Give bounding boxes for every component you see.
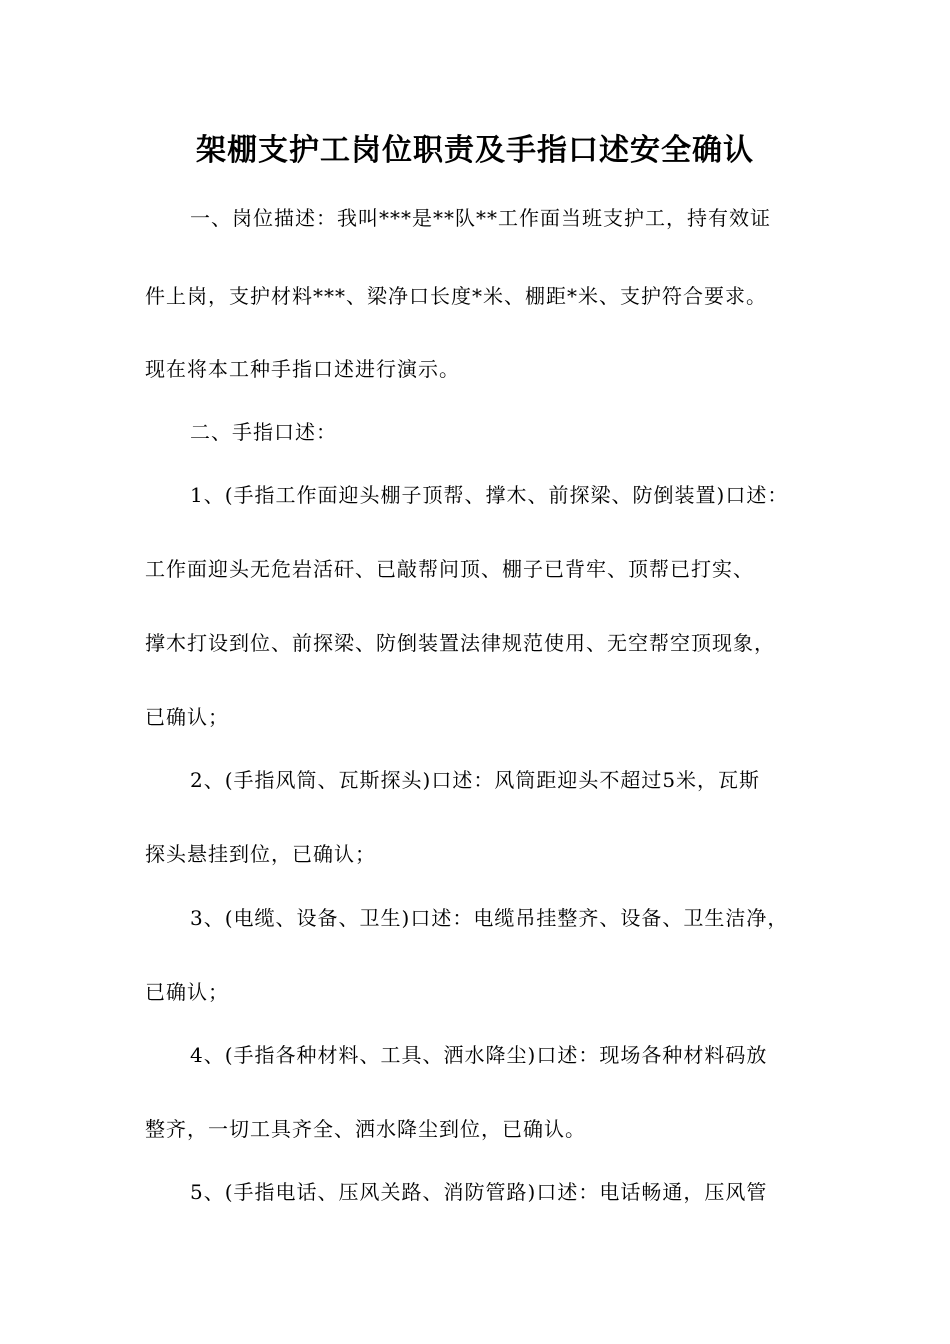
document-title: 架棚支护工岗位职责及手指口述安全确认 xyxy=(196,133,754,168)
paragraph-line: 探头悬挂到位，已确认； xyxy=(145,842,376,866)
paragraph-line: 工作面迎头无危岩活矸、已敲帮问顶、棚子已背牢、顶帮已打实、 xyxy=(145,557,754,581)
paragraph-line: 现在将本工种手指口述进行演示。 xyxy=(145,357,460,381)
paragraph-line: 二、手指口述： xyxy=(190,420,337,444)
paragraph-line: 一、岗位描述：我叫***是**队**工作面当班支护工，持有效证 xyxy=(190,206,771,230)
paragraph-line: 已确认； xyxy=(145,705,229,729)
paragraph-line: 4、(手指各种材料、工具、洒水降尘)口述：现场各种材料码放 xyxy=(190,1043,768,1067)
paragraph-line: 撑木打设到位、前探梁、防倒装置法律规范使用、无空帮空顶现象， xyxy=(145,631,775,655)
paragraph-line: 1、(手指工作面迎头棚子顶帮、撑木、前探梁、防倒装置)口述： xyxy=(190,483,789,507)
paragraph-line: 3、(电缆、设备、卫生)口述：电缆吊挂整齐、设备、卫生洁净， xyxy=(190,906,789,930)
paragraph-line: 2、(手指风筒、瓦斯探头)口述：风筒距迎头不超过5米，瓦斯 xyxy=(190,768,761,792)
paragraph-line: 件上岗，支护材料***、梁净口长度*米、棚距*米、支护符合要求。 xyxy=(145,284,767,308)
paragraph-line: 5、(手指电话、压风关路、消防管路)口述：电话畅通，压风管 xyxy=(190,1180,768,1204)
paragraph-line: 整齐，一切工具齐全、洒水降尘到位，已确认。 xyxy=(145,1117,586,1141)
paragraph-line: 已确认； xyxy=(145,980,229,1004)
